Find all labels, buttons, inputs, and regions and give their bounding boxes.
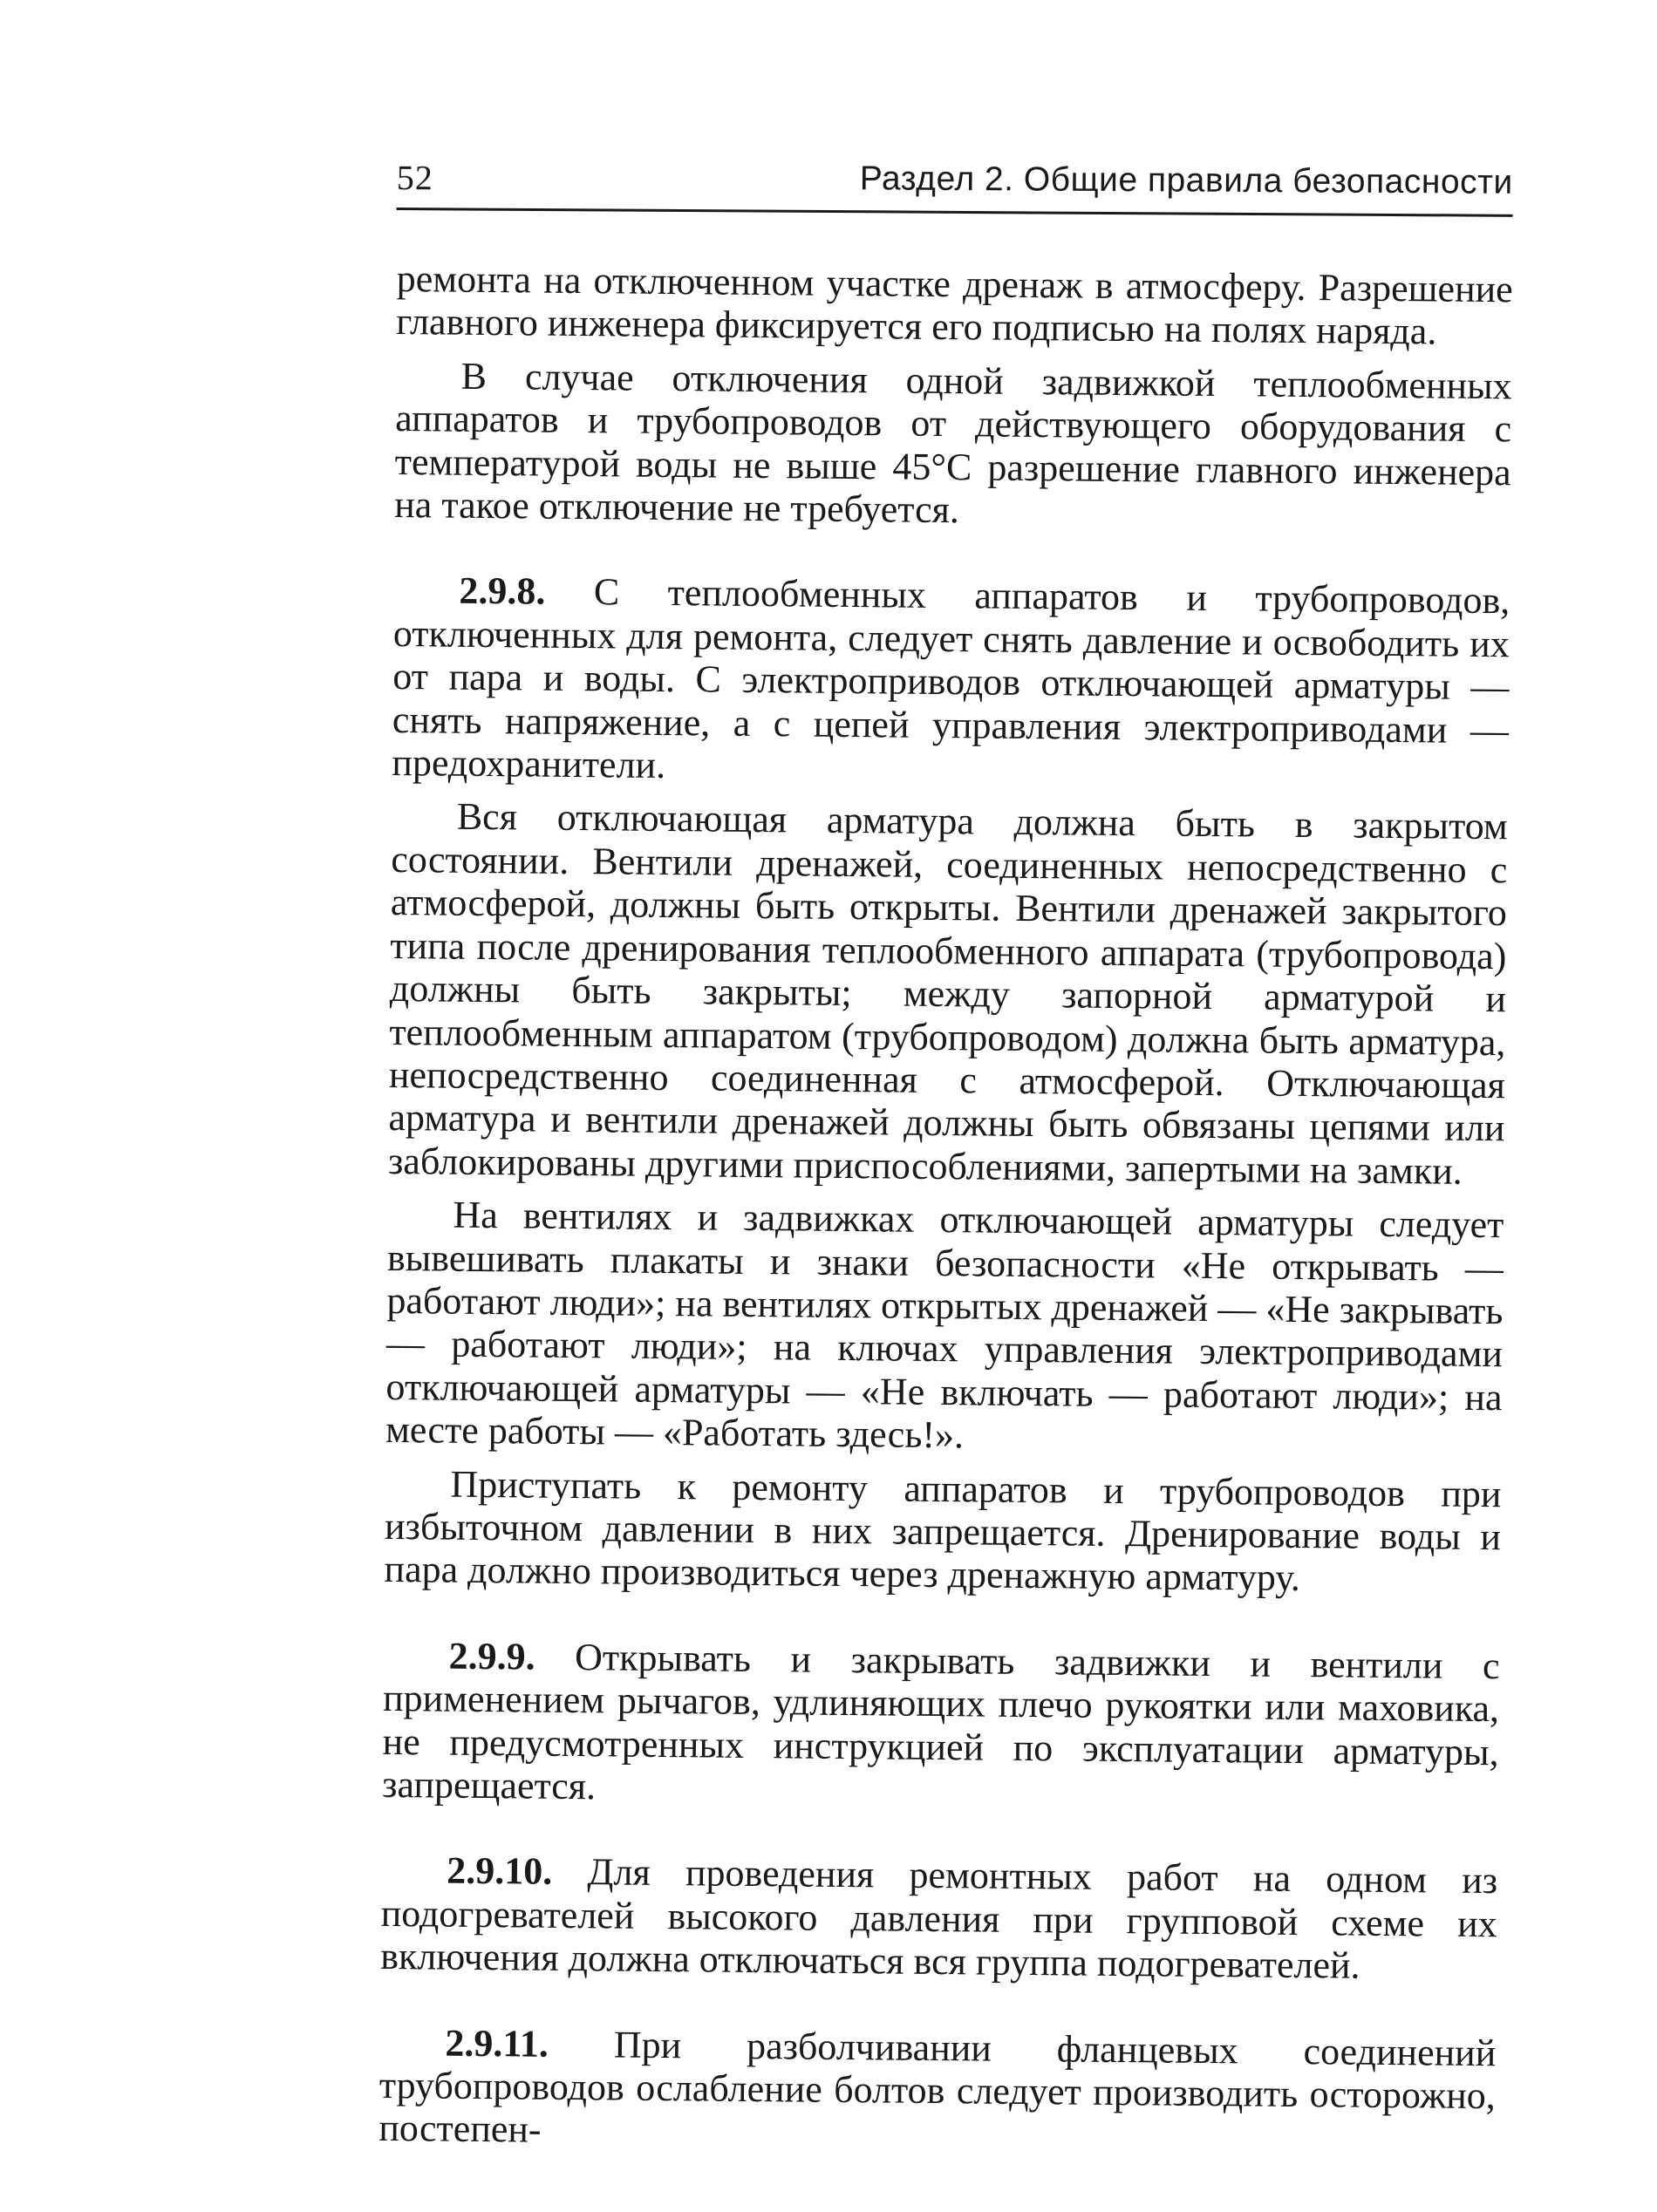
paragraph-shutoff-valves: Вся отключающая арматура должна быть в закрытом состоянии. Вентили дренажей, соединенных непосредственно с атмосферой, должны быть открыты. Вентили дренажей закрытого типа после дренирования теплообменного аппарата (трубопровода) должны быть закрыты; между запорной арматурой и теплообменным аппаратом (трубопроводом) должна быть арматура, непосредственно соединенная с атмосферой. Отключающая арматура и вентили дренажей должны быть обвязаны цепями или заблокированы другими приспособлениями, запертыми на замки. [387,795,1509,1193]
section-title: Раздел 2. Общие правила безопасности [859,160,1513,201]
clause-text: С теплообменных аппаратов и трубопроводов, отключенных для ремонта, следует снять давление и освободить их от пара и воды. С электроприводов отключающей арматуры — снять напряжение, а с цепей управления электроприводами — предохранители. [392,570,1510,787]
page-number: 52 [396,157,433,198]
clause-text: Для проведения ремонтных работ на одном из подогревателей высокого давления при групповой схеме их включения должна отключаться вся группа подогревателей. [380,1850,1498,1987]
clause-number: 2.9.9. [448,1634,535,1678]
running-header [397,146,1513,217]
clause-2-9-9 [382,1634,1500,1817]
clause-number: 2.9.11. [445,2021,549,2066]
clause-2-9-8 [392,568,1510,794]
clause-2-9-11 [378,2021,1496,2161]
paragraph-safety-signs: На вентилях и задвижках отключающей арматуры следует вывешивать плакаты и знаки безопасности «Не открывать — работают люди»; на вентилях открытых дренажей — «Не закрывать — работают люди»; на ключах управления электроприводами отключающей арматуры — «Не включать — работают люди»; на месте работы — «Работать здесь!». [385,1193,1504,1457]
clause-text: При разболчивании фланцевых соединений трубопроводов ослабление болтов следует производить осторожно, постепен- [378,2022,1497,2152]
body-text [378,257,1513,2161]
clause-2-9-10 [380,1848,1497,1988]
paragraph-continuation: ремонта на отключенном участке дренаж в атмосферу. Разрешение главного инженера фиксируется его подписью на полях наряда. [396,257,1513,353]
clause-text: Открывать и закрывать задвижки и вентили с применением рычагов, удлиняющих плечо рукоятки или маховика, не предусмотренных инструкцией по эксплуатации арматуры, запрещается. [381,1635,1500,1808]
paragraph-pressure-prohibition: Приступать к ремонту аппаратов и трубопроводов при избыточном давлении в них запрещается. Дренирование воды и пара должно производиться через дренажную арматуру. [384,1462,1502,1600]
clause-number: 2.9.8. [459,569,546,614]
clause-number: 2.9.10. [447,1849,553,1894]
paragraph-shutoff-exception: В случае отключения одной задвижкой теплообменных аппаратов и трубопроводов от действующего оборудования с температурой воды не выше 45°С разрешение главного инженера на такое отключение не требуется. [394,354,1512,532]
